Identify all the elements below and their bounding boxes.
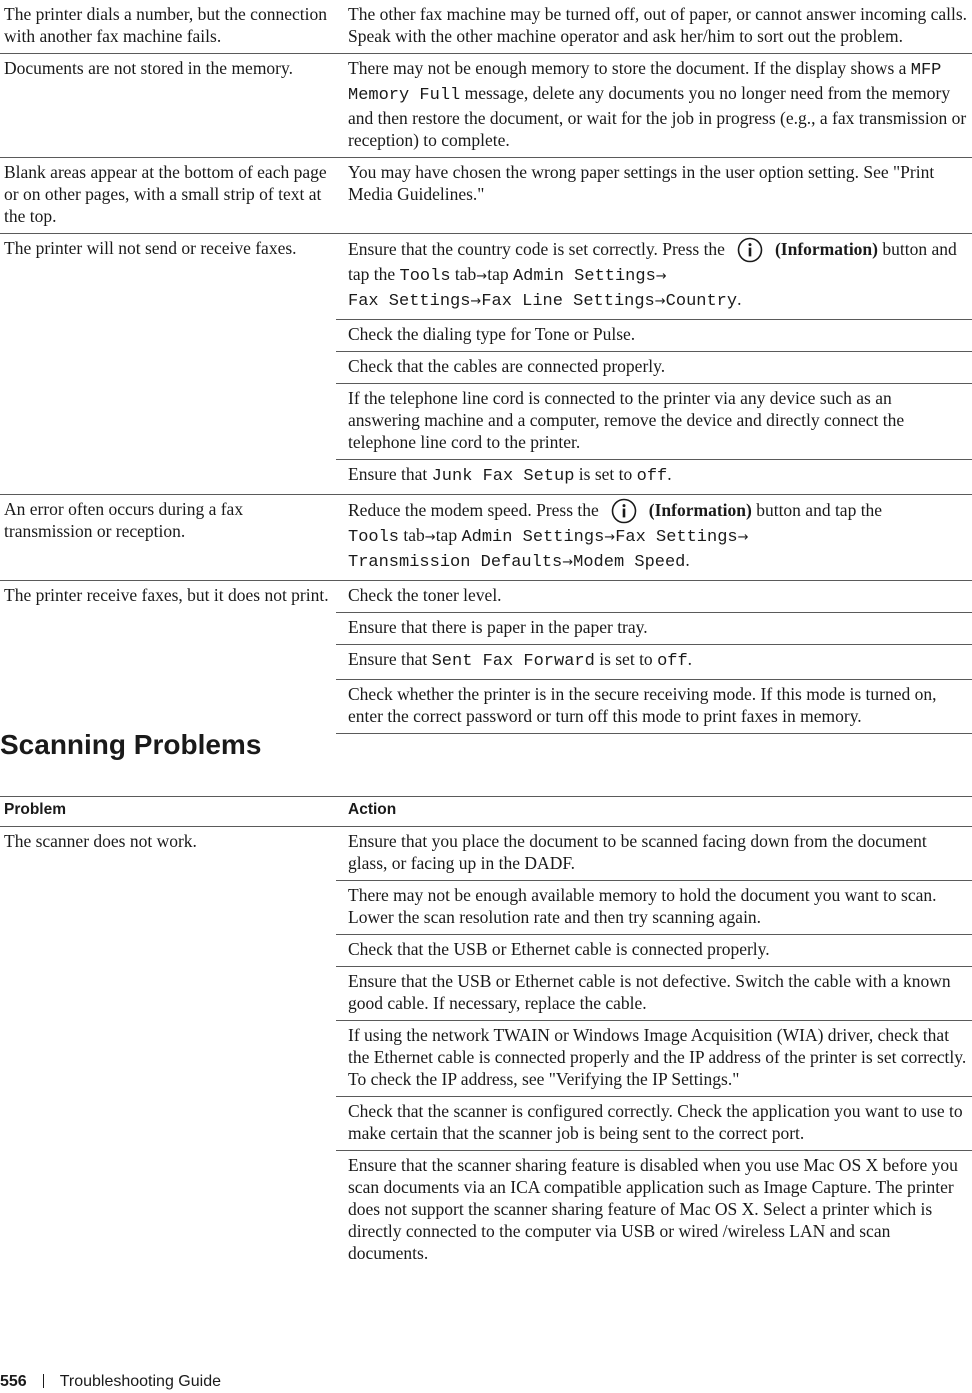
action-cell: Check the dialing type for Tone or Pulse. [336,320,972,352]
table-row [0,54,972,158]
column-header-problem: Problem [0,797,336,827]
problem-cell: Documents are not stored in the memory. [0,54,336,158]
right-arrow-icon: → [476,269,488,284]
action-cell: Ensure that the USB or Ethernet cable is not defective. Switch the cable with a known good cable. If necessary, replace the cable. [336,967,972,1021]
guide-title: Troubleshooting Guide [59,1373,221,1390]
table-row [0,581,972,613]
right-arrow-icon: → [562,555,574,570]
action-cell: Check that the scanner is configured correctly. Check the application you want to use to make certain that the scanner job is being sent to the correct port. [336,1097,972,1151]
page-number: 556 [0,1373,27,1390]
action-cell: If the telephone line cord is connected to the printer via any device such as an answering machine and a computer, remove the device and directly connect the telephone line cord to the printer. [336,384,972,460]
action-cell: Check that the USB or Ethernet cable is connected properly. [336,935,972,967]
right-arrow-icon: → [470,294,482,309]
problem-cell: The printer will not send or receive faxes. [0,234,336,495]
action-cell: Ensure that there is paper in the paper tray. [336,613,972,645]
action-cell: Reduce the modem speed. Press the (Information) button and tap the Tools tab→tap Admin Settings→Fax Settings→ Transmission Defaults→Modem Speed. [336,495,972,581]
problem-cell: An error often occurs during a fax transmission or reception. [0,495,336,581]
action-cell: Ensure that the scanner sharing feature is disabled when you use Mac OS X before you scan documents via an ICA compatible application such as Image Capture. The printer does not support the scanner sharing feature of Mac OS X. Select a printer which is directly connected to the computer via USB or wired /wireless LAN and scan documents. [336,1151,972,1271]
column-header-action: Action [336,797,972,827]
right-arrow-icon: → [737,530,749,545]
action-cell: Ensure that Sent Fax Forward is set to off. [336,645,972,680]
table-row [0,0,972,54]
table-row [0,158,972,234]
problem-cell: The printer dials a number, but the connection with another fax machine fails. [4,4,327,46]
table-header-row [0,797,972,827]
table-row [0,234,972,320]
footer-divider [43,1374,44,1388]
action-cell: Ensure that Junk Fax Setup is set to off. [336,460,972,495]
information-icon [737,237,763,263]
problem-cell: The printer receive faxes, but it does not print. [0,581,336,734]
action-cell: The other fax machine may be turned off, out of paper, or cannot answer incoming calls. Speak with the other machine operator and ask her/him to sort out the problem. [348,4,968,46]
action-cell: Check that the cables are connected properly. [336,352,972,384]
action-cell: If using the network TWAIN or Windows Image Acquisition (WIA) driver, check that the Ethernet cable is connected properly and the IP address of the printer is set correctly. To check the IP address, see "Verifying the IP Settings." [336,1021,972,1097]
right-arrow-icon: → [655,269,667,284]
action-cell: You may have chosen the wrong paper settings in the user option setting. See "Print Media Guidelines." [336,158,972,234]
action-cell: Check the toner level. [336,581,972,613]
scanning-problems-table [0,796,972,1270]
right-arrow-icon: → [424,530,436,545]
problem-cell: The scanner does not work. [0,827,336,1271]
table-row [0,495,972,581]
display-message-code: MFP Memory Full [348,61,942,105]
action-cell: Ensure that you place the document to be scanned facing down from the document glass, or facing up in the DADF. [336,827,972,881]
action-cell: Check whether the printer is in the secure receiving mode. If this mode is turned on, enter the correct password or turn off this mode to print faxes in memory. [336,680,972,734]
right-arrow-icon: → [654,294,666,309]
page-footer [0,1372,221,1392]
section-title: Scanning Problems [0,729,262,760]
problem-cell: Blank areas appear at the bottom of each page or on other pages, with a small strip of text at the top. [0,158,336,234]
right-arrow-icon: → [604,530,616,545]
action-cell: There may not be enough memory to store the document. If the display shows a MFP Memory Full message, delete any documents you no longer need from the memory and then restore the document, or wait for the job in progress (e.g., a fax transmission or reception) to complete. [336,54,972,158]
table-row [0,827,972,881]
action-cell: There may not be enough available memory to hold the document you want to scan. Lower the scan resolution rate and then try scanning again. [336,881,972,935]
action-cell: Ensure that the country code is set correctly. Press the (Information) button and tap the Tools tab→tap Admin Settings→ Fax Settings→Fax Line Settings→Country. [336,234,972,320]
information-icon [611,498,637,524]
